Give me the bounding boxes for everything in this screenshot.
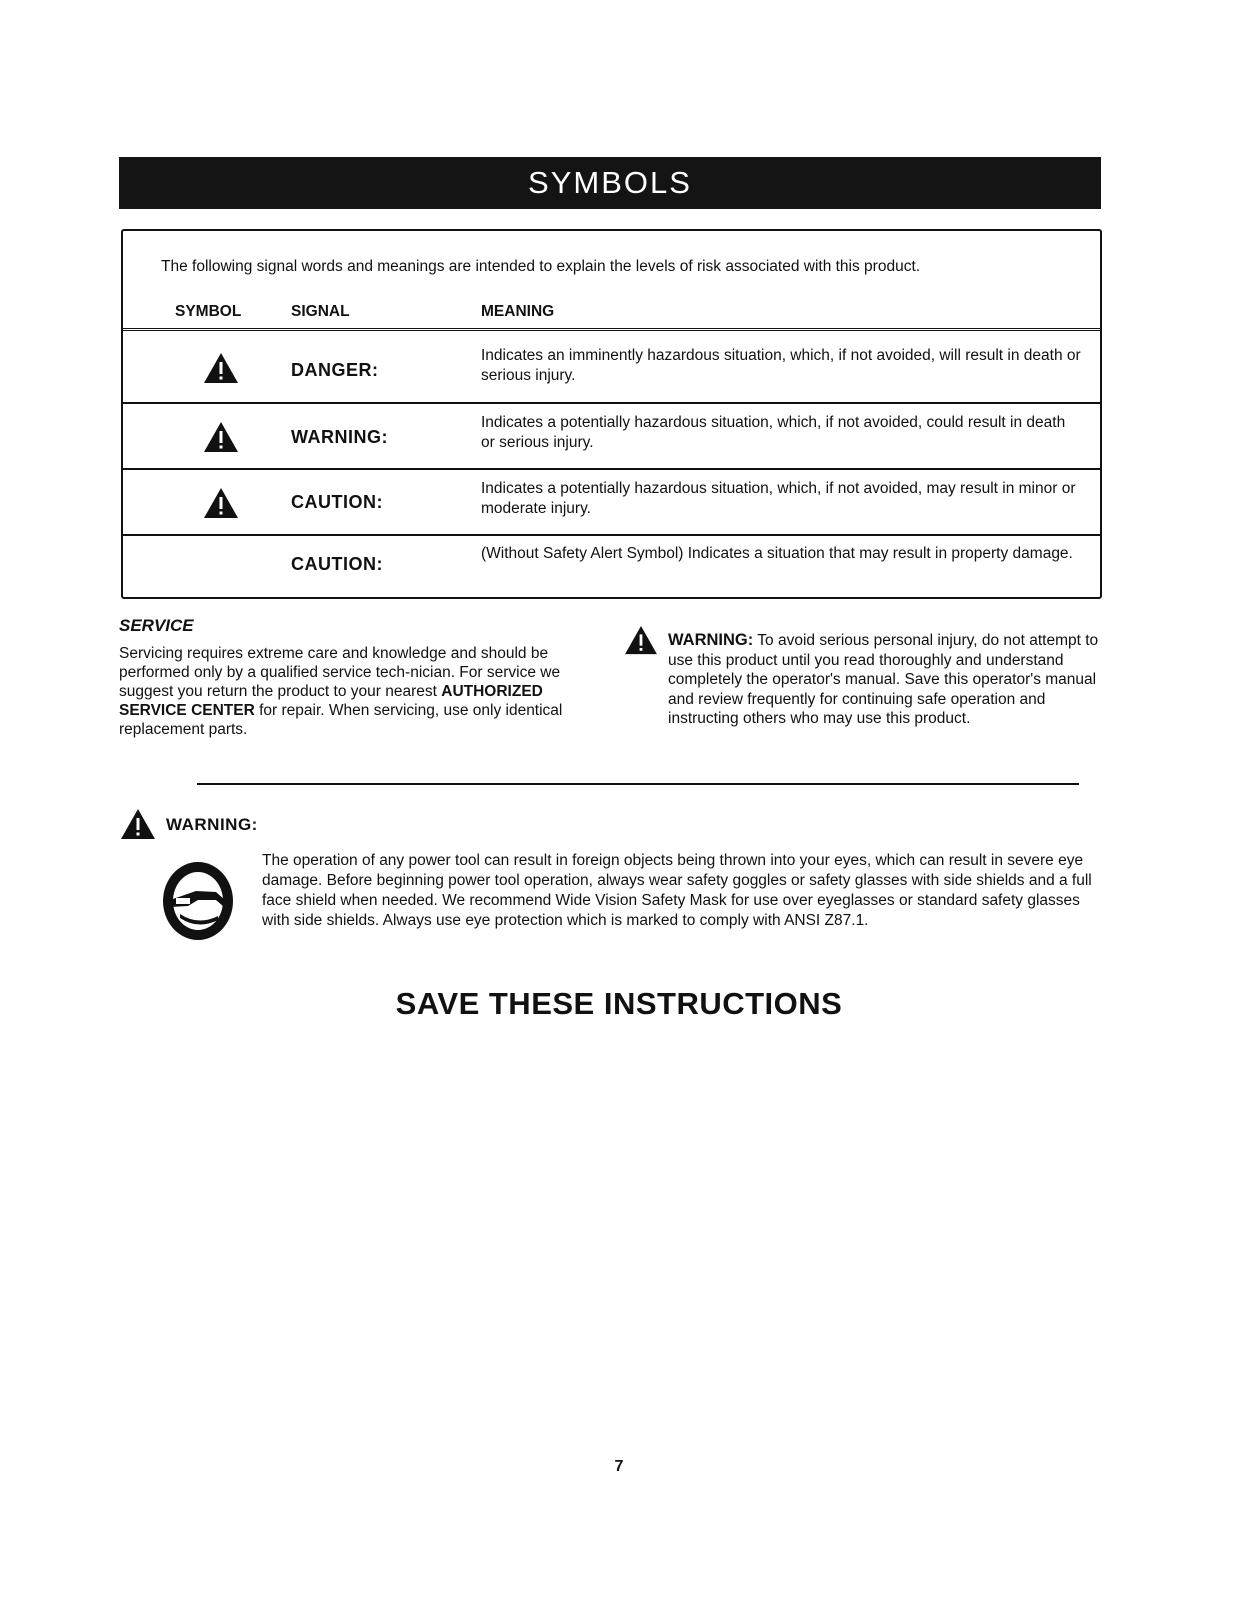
symbols-intro: The following signal words and meanings are intended to explain the levels of risk associated with this product. xyxy=(161,258,921,275)
signal-caution-property: CAUTION: xyxy=(291,554,383,574)
eye-warning-label: WARNING: xyxy=(166,815,258,834)
alert-triangle-icon xyxy=(120,808,156,840)
manual-warning-label: WARNING: xyxy=(668,631,754,649)
meaning-warning: Indicates a potentially hazardous situation, which, if not avoided, could result in death or serious injury. xyxy=(481,414,1066,451)
page-number: 7 xyxy=(614,1458,624,1475)
header-signal: SIGNAL xyxy=(291,303,350,320)
symbols-table xyxy=(121,229,1102,599)
service-title: SERVICE xyxy=(119,616,194,635)
save-instructions-heading: SAVE THESE INSTRUCTIONS xyxy=(395,986,843,1021)
service-center-label: AUTHORIZED SERVICE CENTER xyxy=(119,683,543,719)
header-symbol: SYMBOL xyxy=(175,303,242,320)
manual-warning xyxy=(668,631,1108,729)
header-rule xyxy=(123,328,1100,331)
signal-caution: CAUTION: xyxy=(291,492,383,512)
service-text-start: Servicing requires extreme care and knowledge and should be performed only by a qualified service tech-nician. For service we suggest you return the product to your nearest xyxy=(119,645,561,700)
alert-triangle-icon xyxy=(203,421,239,453)
table-row xyxy=(123,402,1100,470)
meaning-caution: Indicates a potentially hazardous situation, which, if not avoided, may result in minor or moderate injury. xyxy=(481,480,1076,517)
safety-goggles-icon xyxy=(160,860,236,942)
table-row xyxy=(123,334,1100,402)
alert-triangle-icon xyxy=(203,487,239,519)
eye-warning-text: The operation of any power tool can result in foreign objects being thrown into your eyes, which can result in severe eye damage. Before beginning power tool operation, always wear safety goggles or safety glasses with side shields and a full face shield when needed. We recommend Wide Vision Safety Mask for use over eyeglasses or standard safety glasses with side shields. Always use eye protection which is marked to comply with ANSI Z87.1. xyxy=(262,852,1092,929)
alert-triangle-icon xyxy=(624,625,658,655)
alert-triangle-icon xyxy=(203,352,239,384)
section-divider xyxy=(197,783,1079,785)
signal-danger: DANGER: xyxy=(291,360,379,380)
manual-warning-text: To avoid serious personal injury, do not attempt to use this product until you read thoroughly and understand completely the operator's manual. Save this operator's manual and review frequently for continuing safe operation and instructing others who may use this product. xyxy=(668,632,1099,727)
service-text-end: for repair. When servicing, use only identical replacement parts. xyxy=(119,702,563,738)
meaning-caution-property: (Without Safety Alert Symbol) Indicates a situation that may result in property damage. xyxy=(481,545,1073,562)
table-row xyxy=(123,468,1100,536)
meaning-danger: Indicates an imminently hazardous situation, which, if not avoided, will result in death or serious injury. xyxy=(481,347,1081,384)
section-banner: SYMBOLS xyxy=(119,157,1101,209)
signal-warning: WARNING: xyxy=(291,427,388,447)
service-body xyxy=(119,644,589,739)
header-meaning: MEANING xyxy=(481,303,555,320)
table-row xyxy=(123,534,1100,597)
